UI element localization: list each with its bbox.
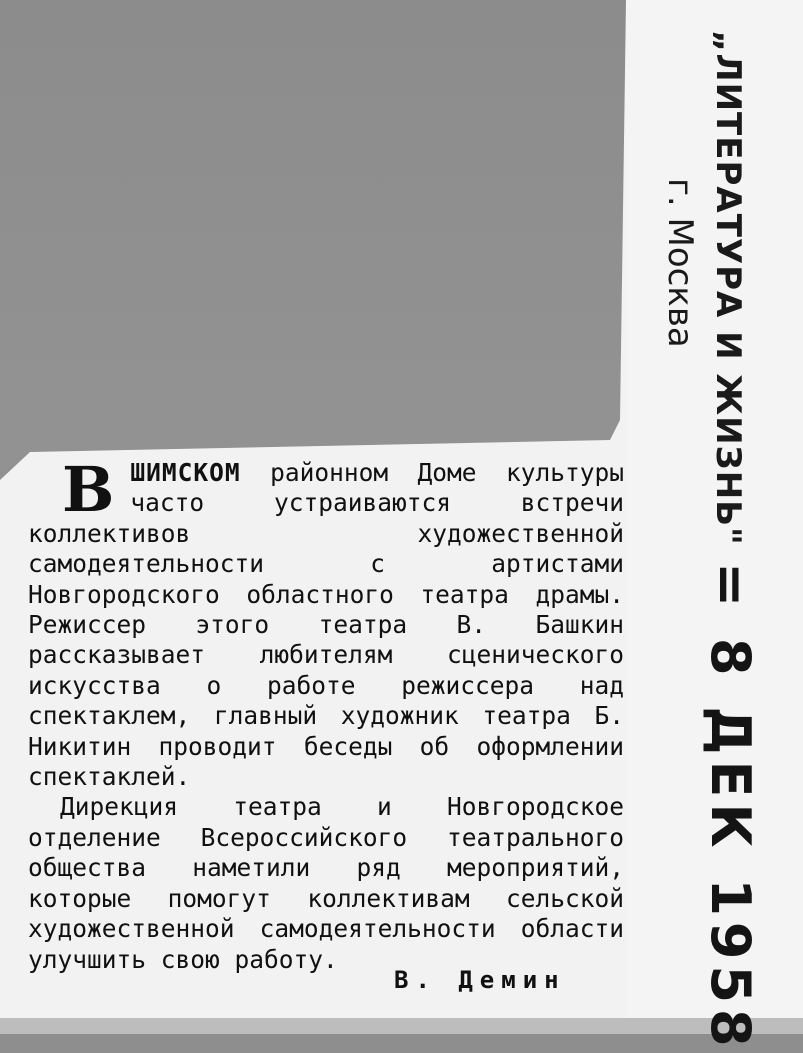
date-stamp: = 8 ДЕК 1958	[699, 562, 762, 1053]
lead-word: ШИМСКОМ	[130, 458, 241, 487]
city-stamp: г. Москва	[660, 178, 700, 348]
author-signature: В. Демин	[394, 966, 566, 994]
drop-cap: В	[62, 453, 115, 526]
article-body	[28, 453, 624, 975]
publication-stamp: „ЛИТЕРАТУРА И ЖИЗНЬ"	[708, 30, 748, 546]
paragraph-1-text: районном Доме культуры часто устраиваются встречи коллективов художественной самодеятельности с артистами Новгородского областного театра драмы. Режиссер этого театра В. Башкин рассказывает любителям сценического искусства о работе режиссера над спектаклем, главный художник театра Б. Никитин проводит беседы об оформлении спектаклей.	[28, 458, 624, 792]
article-paragraph-2: Дирекция театра и Новгородское отделение Всероссийского театрального общества наметили ряд мероприятий, которые помогут коллективам сельской художественной самодеятельности области улучшить свою работу.	[28, 792, 624, 974]
article-paragraph-1	[28, 453, 624, 792]
bottom-edge	[0, 1018, 803, 1034]
